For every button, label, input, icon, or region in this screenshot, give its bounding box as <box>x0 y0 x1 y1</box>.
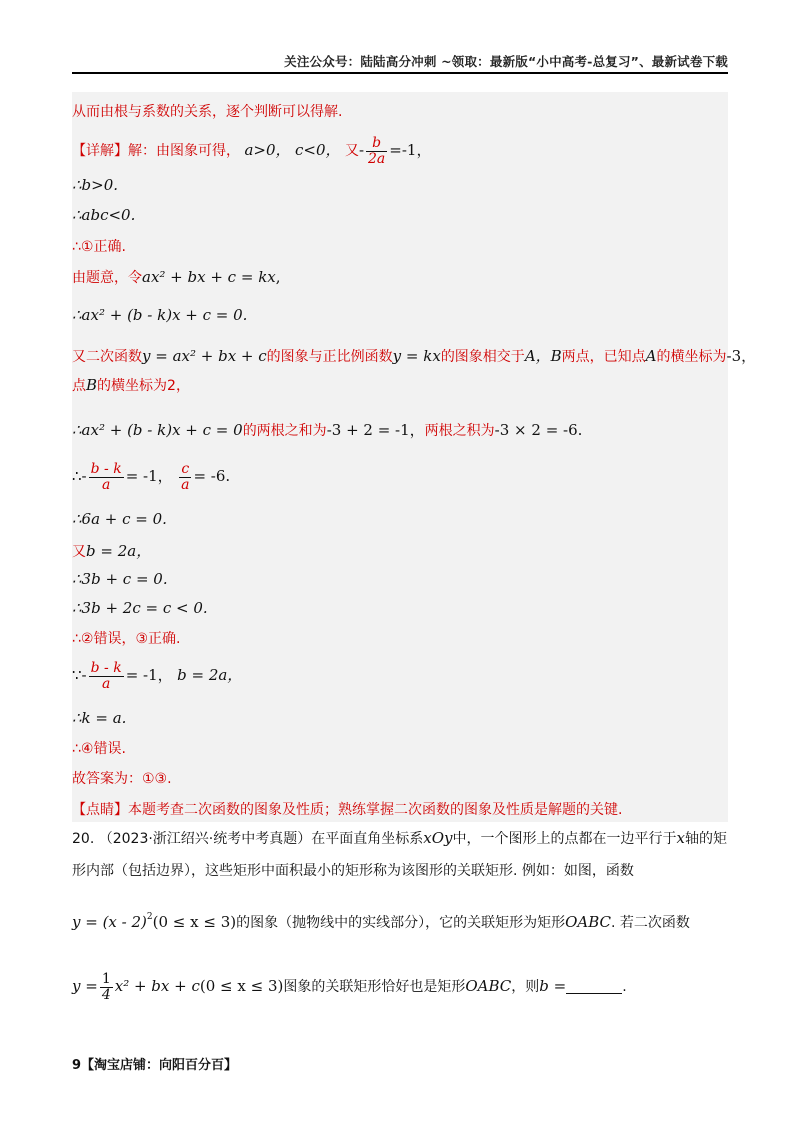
fraction-one-quarter: $\frac{1}{4}$ <box>101 971 111 1003</box>
line-statement-4-wrong: ∴④错误. <box>72 741 126 757</box>
question-source: （2023·浙江绍兴·统考中考真题） <box>98 831 312 847</box>
detail-line: 【详解】解：由图象可得， a>0， c<0， 又- $\frac{b}{2a}$ =-1， <box>72 135 432 167</box>
detail-tag: 【详解】 <box>72 143 128 160</box>
line-root-sum-product: ∴ax² + (b - k)x + c = 0的两根之和为-3 + 2 = -1，两根之积为-3 × 2 = -6. <box>72 421 583 439</box>
question-line-3: y = (x - 2)$^2$(0 ≤ x ≤ 3)的图象（抛物线中的实线部分），它的关联矩形为矩形OABC. 若二次函数 <box>72 912 690 931</box>
line-vieta: ∴- $\frac{b - k}{a}$ = -1， $\frac{c}{a}$ = -6. <box>72 461 231 493</box>
shop-name: 【淘宝店铺：向阳百分百】 <box>81 1058 238 1073</box>
line-point-b: 点B的横坐标为2， <box>72 376 190 394</box>
page-header: 关注公众号：陆陆高分冲刺 ~领取：最新版“小中高考-总复习”、最新试卷下载 <box>284 54 728 69</box>
fraction-bk-over-a-2: $\frac{b - k}{a}$ <box>90 660 122 692</box>
question-line-2: 形内部（包括边界），这些矩形中面积最小的矩形称为该图形的关联矩形. 例如：如图，函数 <box>72 863 634 879</box>
line-3b-plus-c: ∴3b + c = 0. <box>72 570 168 588</box>
line-answer: 故答案为：①③. <box>72 771 172 787</box>
note-tag: 【点睛】 <box>72 802 128 818</box>
line-abc-negative: ∴abc<0. <box>72 206 136 224</box>
fraction-bk-over-a: $\frac{b - k}{a}$ <box>90 461 122 493</box>
fraction-c-over-a: $\frac{c}{a}$ <box>181 461 190 493</box>
question-number: 20. <box>72 831 95 847</box>
line-statement-1-correct: ∴①正确. <box>72 239 126 255</box>
line-because: ∵- $\frac{b - k}{a}$ = -1， b = 2a， <box>72 660 243 692</box>
page-number: 9 <box>72 1058 82 1073</box>
line-b-eq-2a: 又b = 2a， <box>72 542 152 560</box>
line-6a-plus-c: ∴6a + c = 0. <box>72 510 167 528</box>
fraction-b-over-2a: $\frac{b}{2a}$ <box>368 135 386 167</box>
line-note: 【点睛】本题考查二次函数的图象及性质；熟练掌握二次函数的图象及性质是解题的关键. <box>72 802 623 818</box>
line-b-positive: ∴b>0. <box>72 176 119 194</box>
page-footer <box>72 1054 237 1073</box>
question-line-1: 20. （2023·浙江绍兴·统考中考真题）在平面直角坐标系xOy中，一个图形上的点都在一边平行于x轴的矩 <box>72 829 727 847</box>
line-intersection: 又二次函数y = ax² + bx + c的图象与正比例函数y = kx的图象相交于A，B两点，已知点A的横坐标为-3， <box>72 347 757 365</box>
header-divider <box>72 72 728 74</box>
line-statement-2-3: ∴②错误，③正确. <box>72 631 181 647</box>
question-line-4: y = $\frac{1}{4}$ x² + bx + c(0 ≤ x ≤ 3)图象的关联矩形恰好也是矩形OABC，则b = . <box>72 971 627 1003</box>
line-k-eq-a: ∴k = a. <box>72 709 127 727</box>
answer-blank[interactable] <box>566 979 622 994</box>
solution-intro: 从而由根与系数的关系，逐个判断可以得解. <box>72 104 343 120</box>
solution-panel <box>72 92 728 822</box>
line-set-equal: 由题意，令ax² + bx + c = kx, <box>72 268 281 286</box>
line-3b-plus-2c: ∴3b + 2c = c < 0. <box>72 599 208 617</box>
line-quadratic-eq: ∴ax² + (b - k)x + c = 0. <box>72 306 248 324</box>
